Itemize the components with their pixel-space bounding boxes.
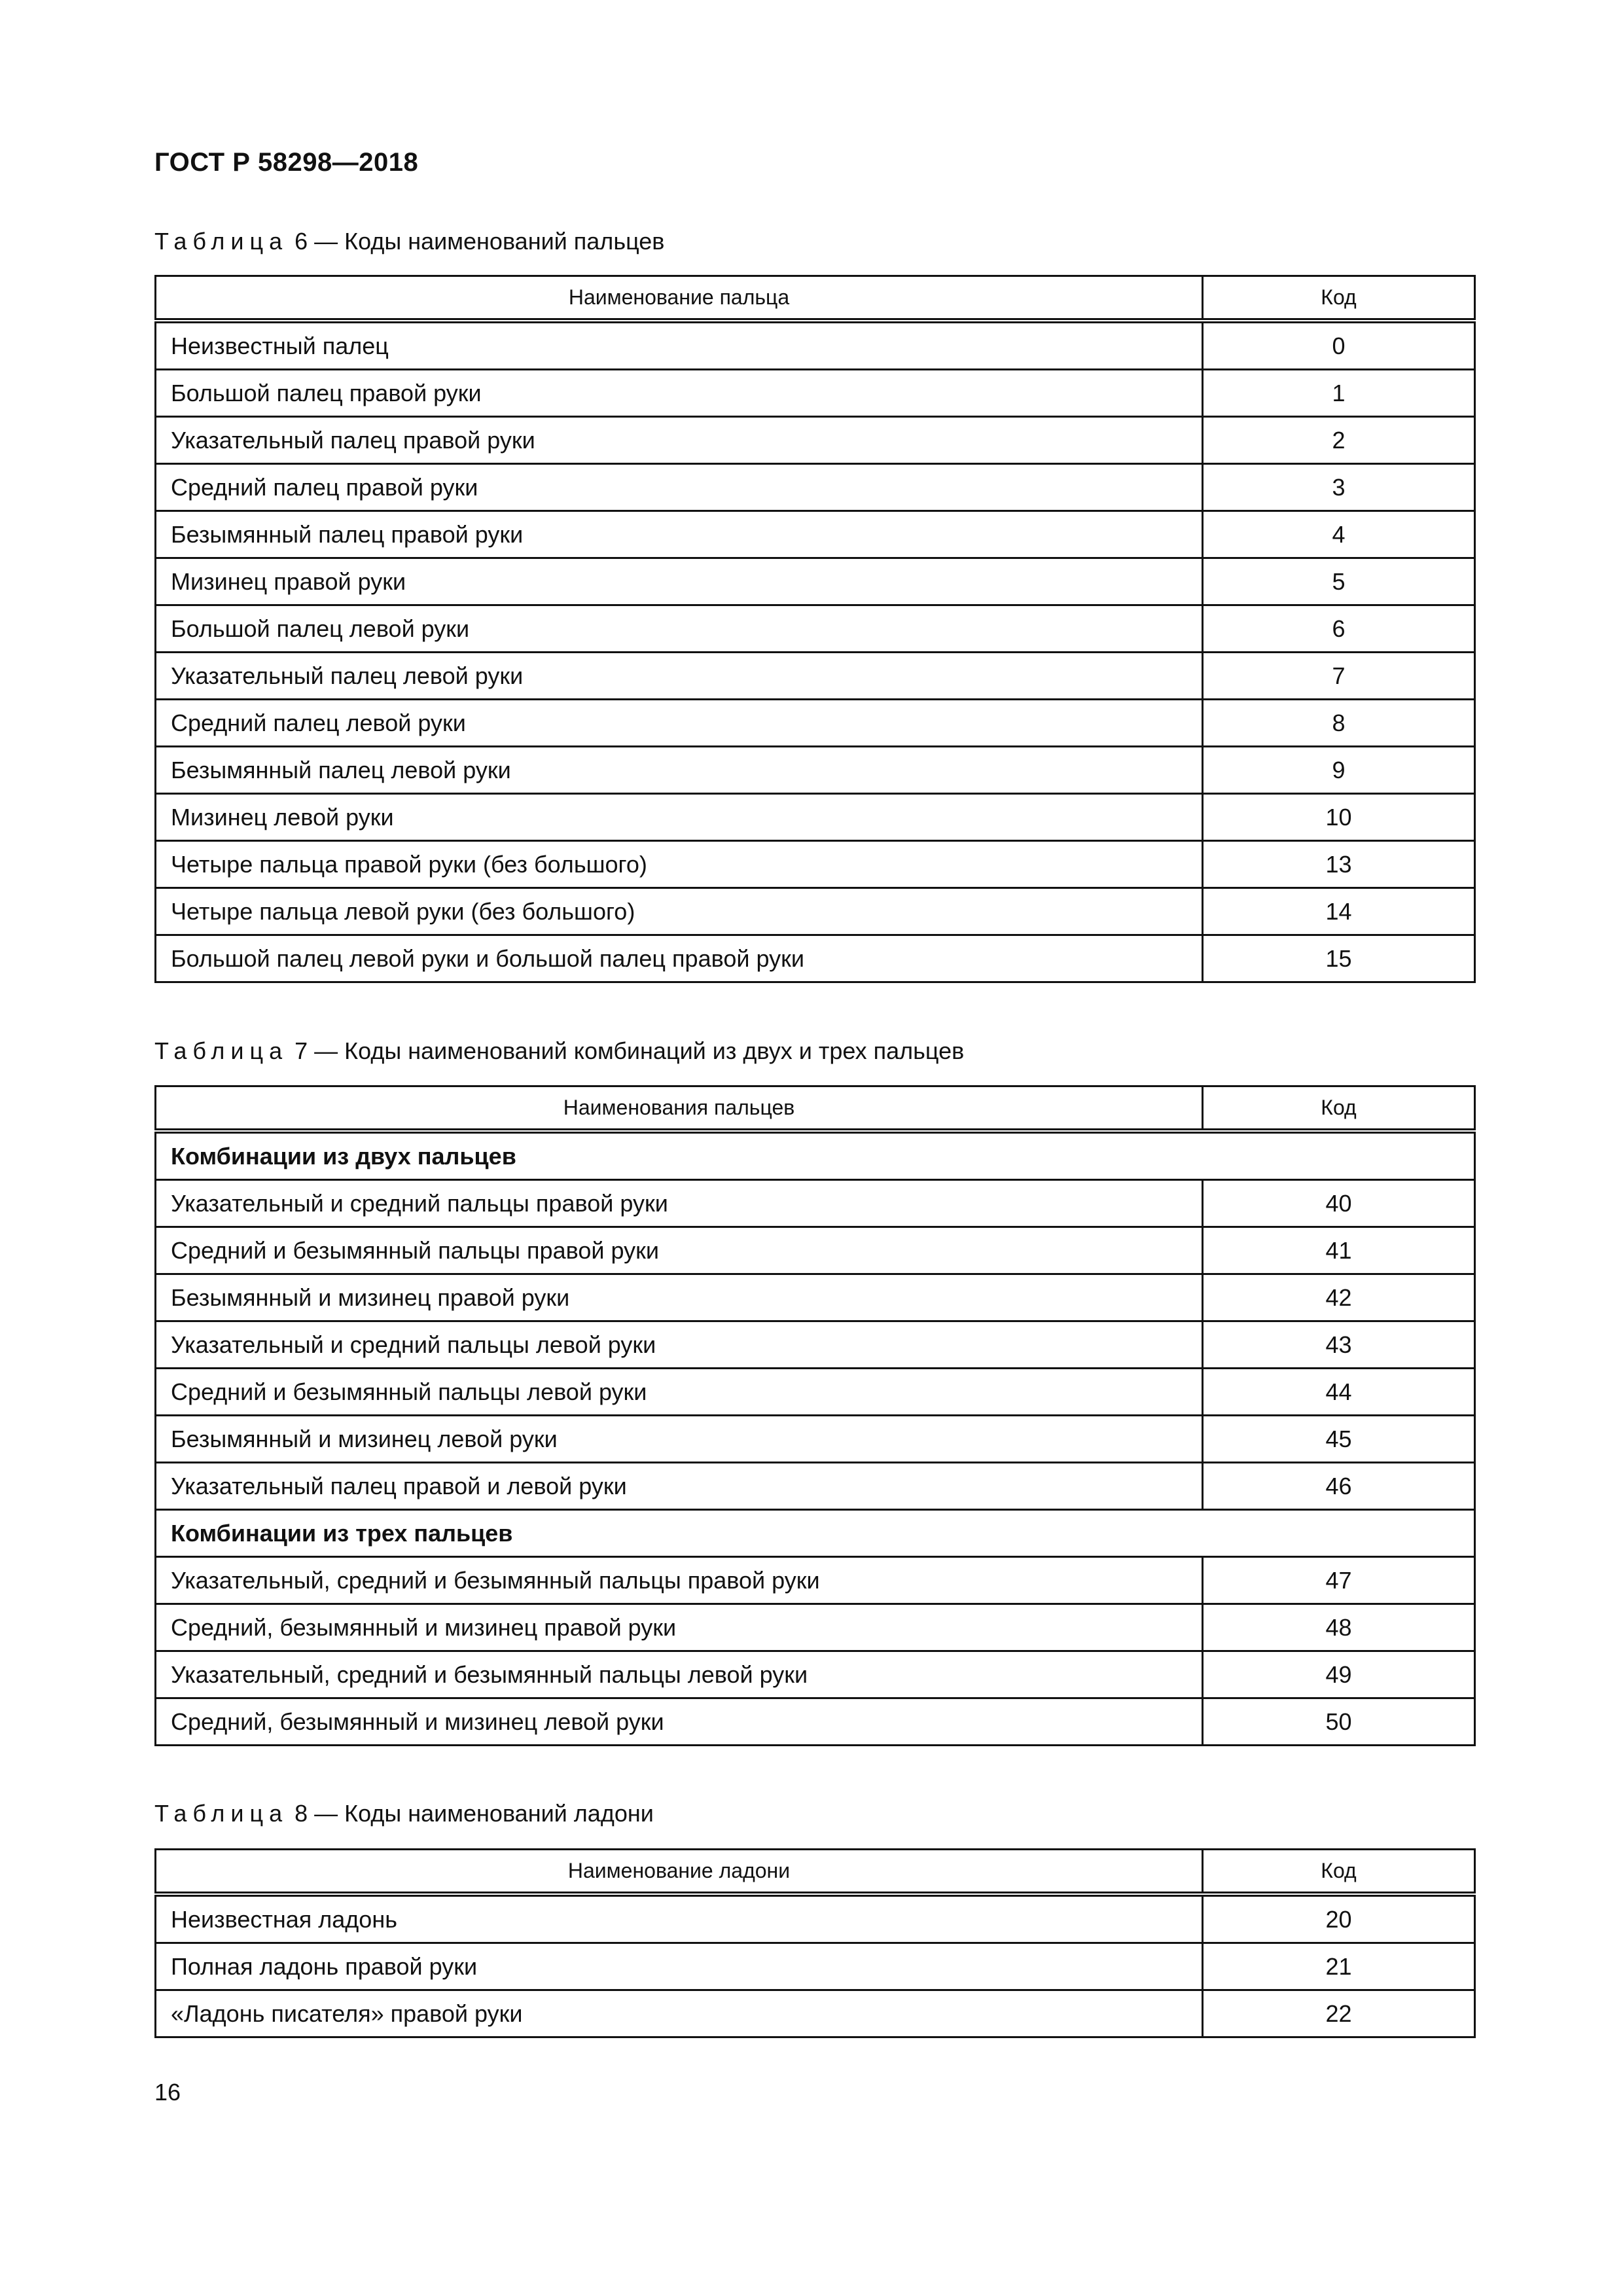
- table-row: [156, 1604, 1475, 1651]
- table-row: [156, 511, 1475, 558]
- row-code-cell: 2: [1203, 417, 1475, 464]
- row-code-cell: 4: [1203, 511, 1475, 558]
- row-code-cell: 42: [1203, 1274, 1475, 1321]
- row-name-cell: Средний палец правой руки: [156, 464, 1203, 511]
- row-code-cell: 46: [1203, 1463, 1475, 1510]
- table7-col-code: Код: [1203, 1086, 1475, 1132]
- table7-caption-text: 7 — Коды наименований комбинаций из двух и трех пальцев: [294, 1037, 965, 1064]
- table8-caption-word: Таблица: [154, 1800, 289, 1827]
- row-name-cell: Средний и безымянный пальцы правой руки: [156, 1227, 1203, 1274]
- table-row: [156, 1274, 1475, 1321]
- group-title: Комбинации из двух пальцев: [156, 1131, 1475, 1180]
- table6-caption-text: 6 — Коды наименований пальцев: [294, 228, 665, 255]
- table-row: [156, 1698, 1475, 1746]
- row-name-cell: Указательный и средний пальцы левой руки: [156, 1321, 1203, 1369]
- table-row: [156, 417, 1475, 464]
- table-row: [156, 700, 1475, 747]
- table-row: [156, 1894, 1475, 1943]
- table6-header-row: [156, 276, 1475, 321]
- table8-caption-text: 8 — Коды наименований ладони: [294, 1800, 654, 1827]
- table-row: [156, 1321, 1475, 1369]
- table-row: [156, 888, 1475, 935]
- row-name-cell: Большой палец левой руки: [156, 605, 1203, 653]
- row-name-cell: Мизинец правой руки: [156, 558, 1203, 605]
- row-name-cell: Указательный, средний и безымянный пальцы правой руки: [156, 1557, 1203, 1604]
- group-row: [156, 1131, 1475, 1180]
- group-row: [156, 1510, 1475, 1557]
- row-code-cell: 14: [1203, 888, 1475, 935]
- row-code-cell: 47: [1203, 1557, 1475, 1604]
- row-code-cell: 21: [1203, 1943, 1475, 1990]
- row-code-cell: 50: [1203, 1698, 1475, 1746]
- table7-caption-word: Таблица: [154, 1037, 289, 1064]
- row-name-cell: Безымянный и мизинец правой руки: [156, 1274, 1203, 1321]
- table7-combination-codes: [154, 1085, 1476, 1746]
- table-row: [156, 605, 1475, 653]
- row-name-cell: Безымянный палец правой руки: [156, 511, 1203, 558]
- row-name-cell: Указательный палец правой и левой руки: [156, 1463, 1203, 1510]
- row-code-cell: 49: [1203, 1651, 1475, 1698]
- row-name-cell: Безымянный палец левой руки: [156, 747, 1203, 794]
- row-code-cell: 6: [1203, 605, 1475, 653]
- row-code-cell: 22: [1203, 1990, 1475, 2037]
- row-name-cell: Указательный, средний и безымянный пальцы левой руки: [156, 1651, 1203, 1698]
- table-row: [156, 1369, 1475, 1416]
- table6-body: [156, 321, 1475, 982]
- row-name-cell: Указательный палец правой руки: [156, 417, 1203, 464]
- row-code-cell: 8: [1203, 700, 1475, 747]
- table-row: [156, 1463, 1475, 1510]
- row-code-cell: 7: [1203, 653, 1475, 700]
- row-code-cell: 0: [1203, 321, 1475, 370]
- table-row: [156, 1180, 1475, 1227]
- row-name-cell: Указательный палец левой руки: [156, 653, 1203, 700]
- row-code-cell: 20: [1203, 1894, 1475, 1943]
- row-name-cell: Мизинец левой руки: [156, 794, 1203, 841]
- table-row: [156, 321, 1475, 370]
- row-name-cell: Большой палец правой руки: [156, 370, 1203, 417]
- table8-header-row: [156, 1850, 1475, 1895]
- table-row: [156, 841, 1475, 888]
- table6-finger-codes: [154, 275, 1476, 983]
- row-code-cell: 10: [1203, 794, 1475, 841]
- row-code-cell: 1: [1203, 370, 1475, 417]
- table-row: [156, 1651, 1475, 1698]
- row-code-cell: 13: [1203, 841, 1475, 888]
- row-code-cell: 48: [1203, 1604, 1475, 1651]
- table-row: [156, 794, 1475, 841]
- row-code-cell: 44: [1203, 1369, 1475, 1416]
- row-name-cell: Средний палец левой руки: [156, 700, 1203, 747]
- row-name-cell: Указательный и средний пальцы правой руки: [156, 1180, 1203, 1227]
- table-row: [156, 653, 1475, 700]
- row-name-cell: Средний, безымянный и мизинец левой руки: [156, 1698, 1203, 1746]
- row-code-cell: 43: [1203, 1321, 1475, 1369]
- row-name-cell: Средний и безымянный пальцы левой руки: [156, 1369, 1203, 1416]
- table-row: [156, 1416, 1475, 1463]
- row-code-cell: 3: [1203, 464, 1475, 511]
- table-row: [156, 935, 1475, 982]
- row-name-cell: Неизвестная ладонь: [156, 1894, 1203, 1943]
- table8-col-name: Наименование ладони: [156, 1850, 1203, 1895]
- table-row: [156, 1990, 1475, 2037]
- table7-header-row: [156, 1086, 1475, 1132]
- table-row: [156, 1943, 1475, 1990]
- row-name-cell: Большой палец левой руки и большой палец правой руки: [156, 935, 1203, 982]
- table-row: [156, 370, 1475, 417]
- table7-caption: [154, 1037, 964, 1065]
- table-row: [156, 1557, 1475, 1604]
- table-row: [156, 464, 1475, 511]
- table-row: [156, 558, 1475, 605]
- group-title: Комбинации из трех пальцев: [156, 1510, 1475, 1557]
- row-name-cell: Неизвестный палец: [156, 321, 1203, 370]
- row-name-cell: Безымянный и мизинец левой руки: [156, 1416, 1203, 1463]
- table-row: [156, 747, 1475, 794]
- table6-col-code: Код: [1203, 276, 1475, 321]
- row-code-cell: 9: [1203, 747, 1475, 794]
- table6-caption-word: Таблица: [154, 228, 289, 255]
- row-code-cell: 5: [1203, 558, 1475, 605]
- row-code-cell: 45: [1203, 1416, 1475, 1463]
- table8-col-code: Код: [1203, 1850, 1475, 1895]
- page-number: 16: [154, 2079, 181, 2106]
- table-row: [156, 1227, 1475, 1274]
- row-code-cell: 15: [1203, 935, 1475, 982]
- row-name-cell: «Ладонь писателя» правой руки: [156, 1990, 1203, 2037]
- document-header: ГОСТ Р 58298—2018: [154, 148, 419, 177]
- row-code-cell: 40: [1203, 1180, 1475, 1227]
- table6-caption: [154, 228, 664, 255]
- table7-body: [156, 1131, 1475, 1746]
- row-name-cell: Полная ладонь правой руки: [156, 1943, 1203, 1990]
- row-name-cell: Четыре пальца правой руки (без большого): [156, 841, 1203, 888]
- table8-body: [156, 1894, 1475, 2037]
- table6-col-name: Наименование пальца: [156, 276, 1203, 321]
- table8-palm-codes: [154, 1848, 1476, 2038]
- row-name-cell: Четыре пальца левой руки (без большого): [156, 888, 1203, 935]
- table7-col-name: Наименования пальцев: [156, 1086, 1203, 1132]
- table8-caption: [154, 1800, 654, 1827]
- row-code-cell: 41: [1203, 1227, 1475, 1274]
- row-name-cell: Средний, безымянный и мизинец правой руки: [156, 1604, 1203, 1651]
